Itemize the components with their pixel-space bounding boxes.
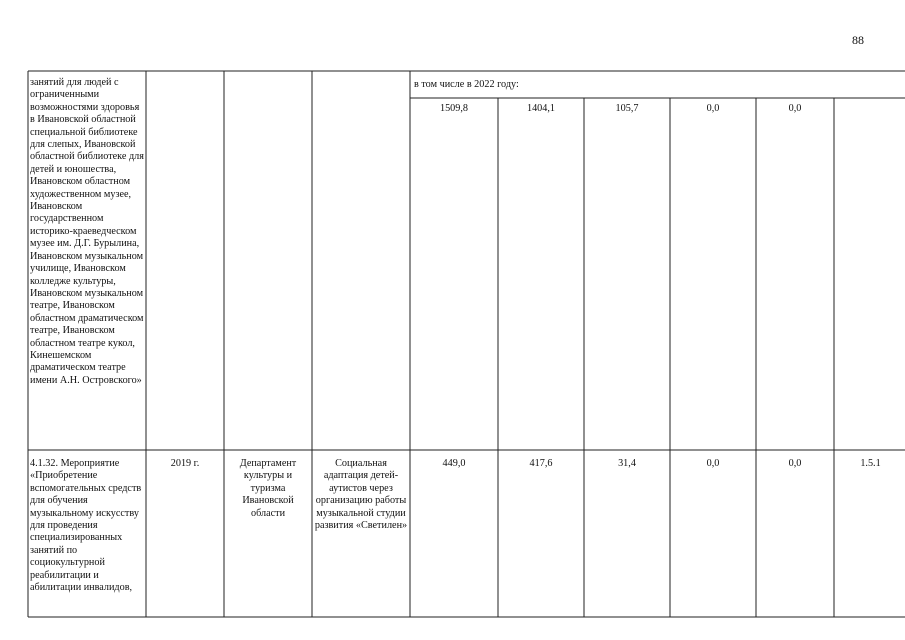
row2-value-2: 417,6 <box>529 458 553 469</box>
row1-value-5: 0,0 <box>788 103 802 114</box>
row2-result: Социальная адаптация детей-аутистов через организацию работы музыкальной студии развития «Светилен» <box>314 458 408 532</box>
row2-executor: Департамент культуры и туризма Ивановской области <box>239 458 297 519</box>
row2-description: 4.1.32. Мероприятие «Приобретение вспомогательных средств для обучения музыкальному искусству для проведения специализированных занятий по социокультурной реабилитации и абилитации инвалидов, <box>30 458 142 594</box>
page-number: 88 <box>852 33 864 47</box>
row1-description: занятий для людей с ограниченными возможностями здоровья в Ивановской областной специальной библиотеке для слепых, Ивановской областной библиотеке для детей и юношества, Ивановском областном художественном музее, Ивановском государственном историко-краеведческом музее им. Д.Г. Бурылина, Ивановском музыкальном училище, Ивановском колледже культуры, Ивановском музыкальном театре, Ивановском областном драматическом театре, Ивановском областном театре кукол, Кинешемском драматическом театре имени А.Н. Островского» <box>30 77 144 386</box>
row2-value-3: 31,4 <box>618 458 636 469</box>
row1-value-2: 1404,1 <box>526 103 555 114</box>
row2-indicator: 1.5.1 <box>860 458 881 469</box>
row2-year: 2019 г. <box>170 458 200 469</box>
row1-value-4: 0,0 <box>706 103 720 114</box>
row1-value-3: 105,7 <box>615 103 639 114</box>
row2-value-5: 0,0 <box>788 458 802 469</box>
row1-subheader: в том числе в 2022 году: <box>414 79 519 90</box>
row2-value-4: 0,0 <box>706 458 720 469</box>
row1-value-1: 1509,8 <box>439 103 468 114</box>
row2-value-1: 449,0 <box>442 458 466 469</box>
